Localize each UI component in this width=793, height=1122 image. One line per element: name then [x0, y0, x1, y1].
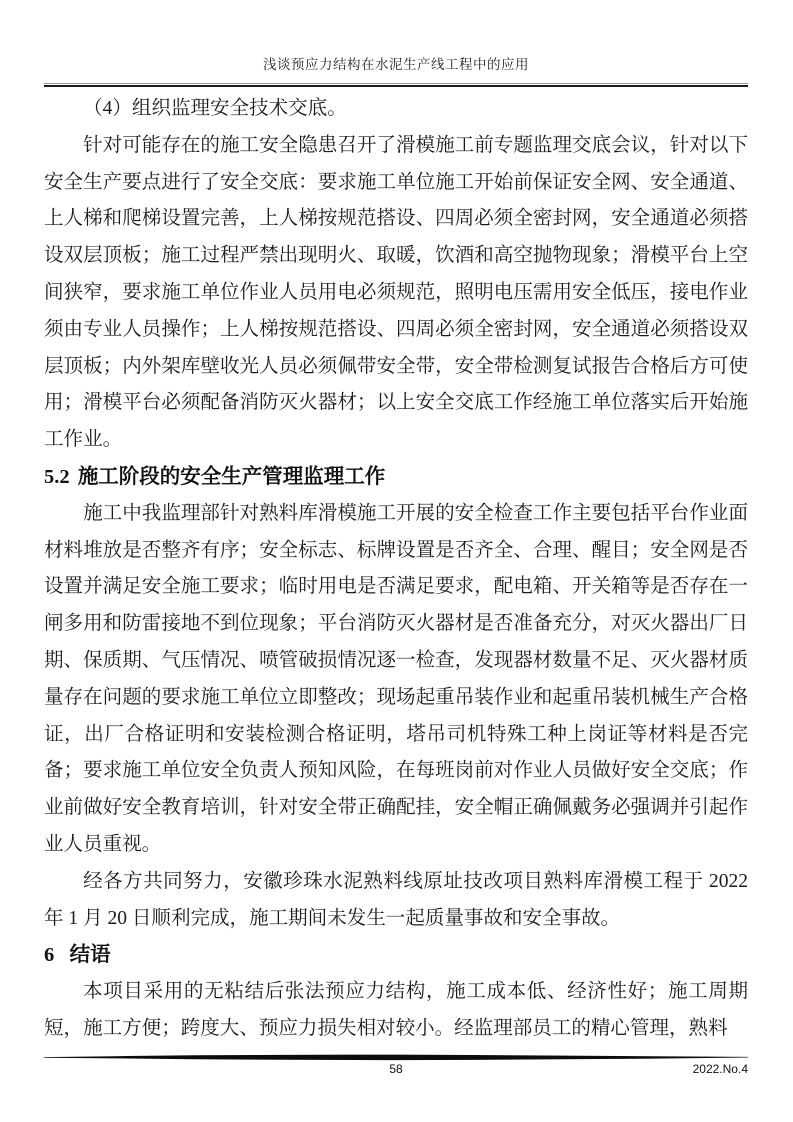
footer-row [44, 1062, 748, 1078]
page-number: 58 [389, 1061, 403, 1076]
footer-rule [44, 1054, 748, 1061]
issue-label: 2022.No.4 [692, 1061, 748, 1076]
paragraph-project-completion: 经各方共同努力，安徽珍珠水泥熟料线原址技改项目熟料库滑模工程于 2022 年 1 月 20 日顺利完成，施工期间未发生一起质量事故和安全事故。 [44, 870, 748, 929]
page-footer [44, 1054, 748, 1078]
paragraph-conclusion: 本项目采用的无粘结后张法预应力结构，施工成本低、经济性好；施工周期短，施工方便；跨度大、预应力损失相对较小。经监理部员工的精心管理，熟料 [44, 981, 748, 1039]
header-rule [44, 83, 748, 87]
section-5-2-title: 施工阶段的安全生产管理监理工作 [77, 465, 386, 488]
section-heading-6 [44, 937, 748, 974]
running-title: 浅谈预应力结构在水泥生产线工程中的应用 [263, 57, 529, 72]
section-6-title: 结语 [69, 944, 111, 967]
paragraph-pre-construction-safety-disclosure: 针对可能存在的施工安全隐患召开了滑模施工前专题监理交底会议，针对以下安全生产要点进行了安全交底：要求施工单位施工开始前保证安全网、安全通道、上人梯和爬梯设置完善，上人梯按规范搭设、四周必须全密封网，安全通道必须搭设双层顶板；施工过程严禁出现明火、取暖，饮酒和高空抛物现象；滑模平台上空间狭窄，要求施工单位作业人员用电必须规范，照明电压需用安全低压，接电作业须由专业人员操作；上人梯按规范搭设、四周必须全密封网，安全通道必须搭设双层顶板；内外架库壁收光人员必须佩带安全带，安全带检测复试报告合格后方可使用；滑模平台必须配备消防灭火器材；以上安全交底工作经施工单位落实后开始施工作业。 [44, 134, 748, 451]
section-5-2-number: 5.2 [44, 465, 70, 488]
section-6-number: 6 [44, 944, 55, 967]
page-content [44, 91, 748, 1048]
paragraph-construction-phase-supervision: 施工中我监理部针对熟料库滑模施工开展的安全检查工作主要包括平台作业面材料堆放是否整齐有序；安全标志、标牌设置是否齐全、合理、醒目；安全网是否设置并满足安全施工要求；临时用电是否满足要求，配电箱、开关箱等是否存在一闸多用和防雷接地不到位现象；平台消防灭火器材是否准备充分，对灭火器出厂日期、保质期、气压情况、喷管破损情况逐一检查，发现器材数量不足、灭火器材质量存在问题的要求施工单位立即整改；现场起重吊装作业和起重吊装机械生产合格证，出厂合格证明和安装检测合格证明，塔吊司机特殊工种上岗证等材料是否完备；要求施工单位安全负责人预知风险，在每班岗前对作业人员做好安全交底；作业前做好安全教育培训，针对安全带正确配挂，安全帽正确佩戴务必强调并引起作业人员重视。 [44, 502, 748, 855]
paragraph-safety-briefing-item-4: （4）组织监理安全技术交底。 [83, 98, 347, 119]
section-heading-5-2 [44, 459, 748, 496]
